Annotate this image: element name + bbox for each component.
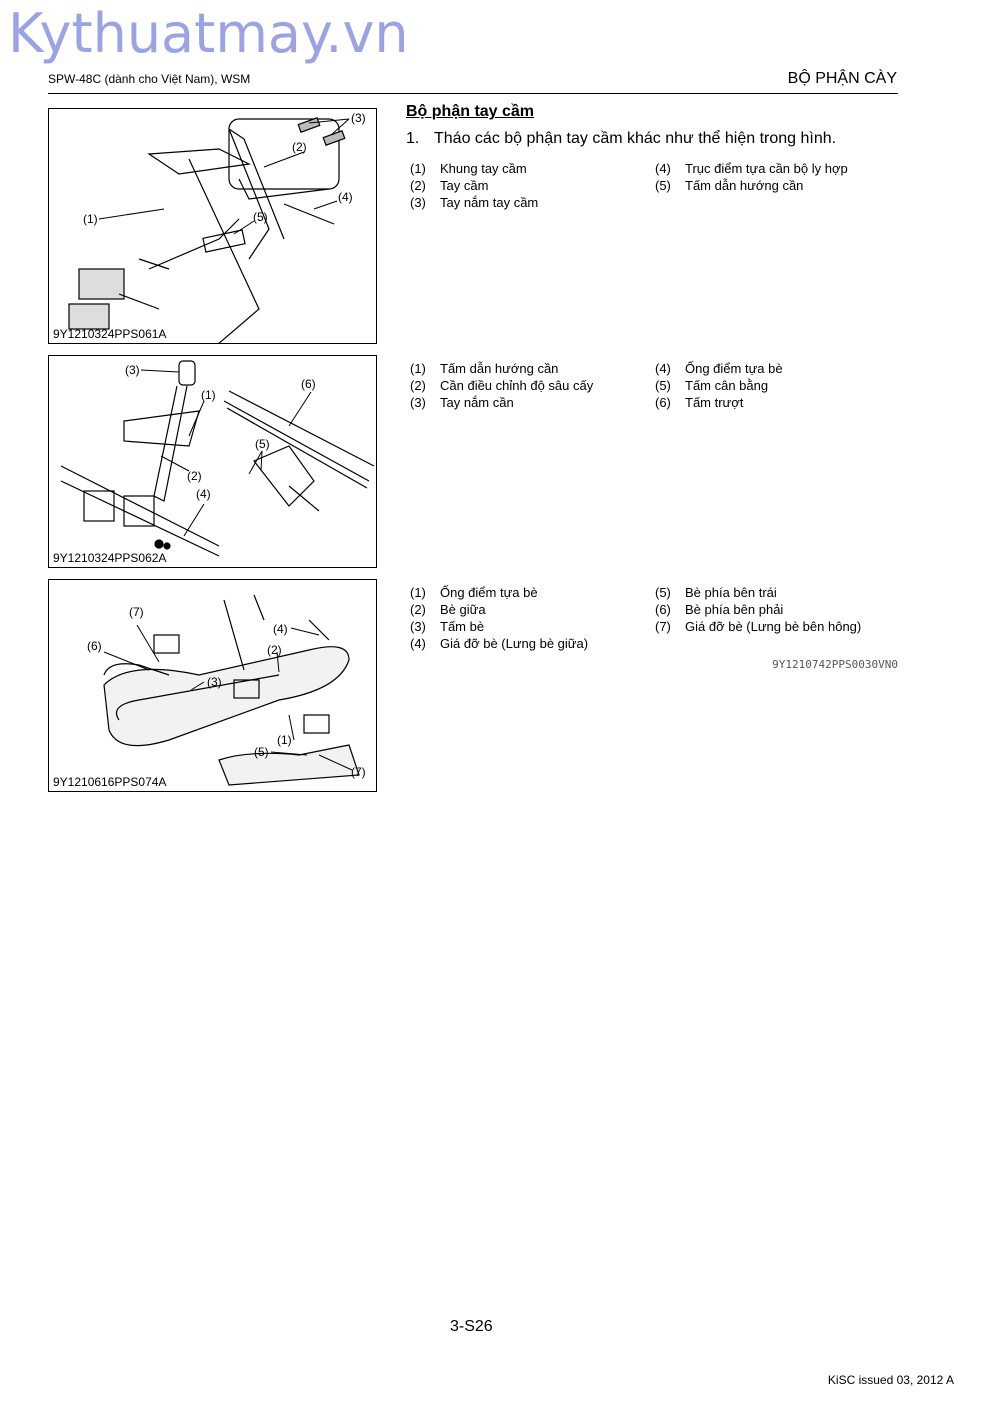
reference-code: 9Y1210742PPS0030VN0 xyxy=(772,658,898,671)
header-divider xyxy=(48,93,898,94)
lever-parts-illustration xyxy=(49,356,376,567)
callout-3: (3) xyxy=(125,363,140,377)
float-parts-illustration xyxy=(49,580,376,791)
callout-2: (2) xyxy=(267,643,282,657)
callout-1: (1) xyxy=(277,733,292,747)
step-number: 1. xyxy=(406,130,420,147)
legend-fig2-right xyxy=(655,360,783,411)
step-1 xyxy=(406,130,836,148)
callout-2: (2) xyxy=(187,469,202,483)
figure-handle-parts xyxy=(48,108,377,344)
figure-lever-parts xyxy=(48,355,377,568)
callout-6: (6) xyxy=(87,639,102,653)
figure-code: 9Y1210324PPS061A xyxy=(53,327,167,341)
callout-4: (4) xyxy=(338,190,353,204)
figure-float-parts xyxy=(48,579,377,792)
legend-item: (6) Bè phía bên phải xyxy=(655,602,784,617)
callout-3: (3) xyxy=(351,111,366,125)
legend-item: (6) Tấm trượt xyxy=(655,395,744,410)
legend-item: (3) Tay nắm cần xyxy=(410,395,514,410)
legend-fig2-left xyxy=(410,360,593,411)
callout-6: (6) xyxy=(301,377,316,391)
callout-4: (4) xyxy=(196,487,211,501)
legend-item: (1) Khung tay cầm xyxy=(410,161,527,176)
section-title: Bộ phận tay cầm xyxy=(406,103,535,120)
callout-3: (3) xyxy=(207,675,222,689)
legend-item: (3) Tay nắm tay cầm xyxy=(410,195,539,210)
callout-1: (1) xyxy=(201,388,216,402)
legend-item: (4) Ống điểm tựa bè xyxy=(655,361,783,376)
legend-fig3-right xyxy=(655,584,861,635)
legend-item: (4) Giá đỡ bè (Lưng bè giữa) xyxy=(410,636,589,651)
callout-4: (4) xyxy=(273,622,288,636)
manual-title: SPW-48C (dành cho Việt Nam), WSM xyxy=(48,72,251,86)
callout-5: (5) xyxy=(255,437,270,451)
callout-2: (2) xyxy=(292,140,307,154)
legend-item: (5) Bè phía bên trái xyxy=(655,585,777,600)
handle-parts-illustration xyxy=(49,109,376,343)
watermark-logo: Kythuatmay.vn xyxy=(8,2,409,65)
chapter-title: BỘ PHẬN CÀY xyxy=(787,70,897,87)
figure-code: 9Y1210616PPS074A xyxy=(53,775,167,789)
legend-item: (1) Tấm dẫn hướng cần xyxy=(410,361,559,376)
legend-item: (2) Tay cầm xyxy=(410,178,489,193)
page-number: 3-S26 xyxy=(450,1318,493,1335)
legend-item: (2) Bè giữa xyxy=(410,602,486,617)
callout-5: (5) xyxy=(254,745,269,759)
legend-fig1-left xyxy=(410,160,538,211)
legend-fig3-left xyxy=(410,584,588,652)
legend-item: (7) Giá đỡ bè (Lưng bè bên hông) xyxy=(655,619,862,634)
legend-item: (5) Tấm cân bằng xyxy=(655,378,769,393)
callout-7: (7) xyxy=(129,605,144,619)
legend-item: (4) Trục điểm tựa cần bộ ly hợp xyxy=(655,161,848,176)
step-text: Tháo các bộ phận tay cầm khác như thể hiện trong hình. xyxy=(434,130,837,147)
callout-1: (1) xyxy=(83,212,98,226)
legend-item: (3) Tấm bè xyxy=(410,619,485,634)
legend-item: (2) Cần điều chỉnh độ sâu cấy xyxy=(410,378,594,393)
legend-item: (1) Ống điểm tựa bè xyxy=(410,585,538,600)
legend-item: (5) Tấm dẫn hướng cần xyxy=(655,178,804,193)
legend-fig1-right xyxy=(655,160,848,194)
callout-7b: (7) xyxy=(351,765,366,779)
figure-code: 9Y1210324PPS062A xyxy=(53,551,167,565)
issue-note: KiSC issued 03, 2012 A xyxy=(827,1373,954,1387)
callout-5: (5) xyxy=(253,210,268,224)
